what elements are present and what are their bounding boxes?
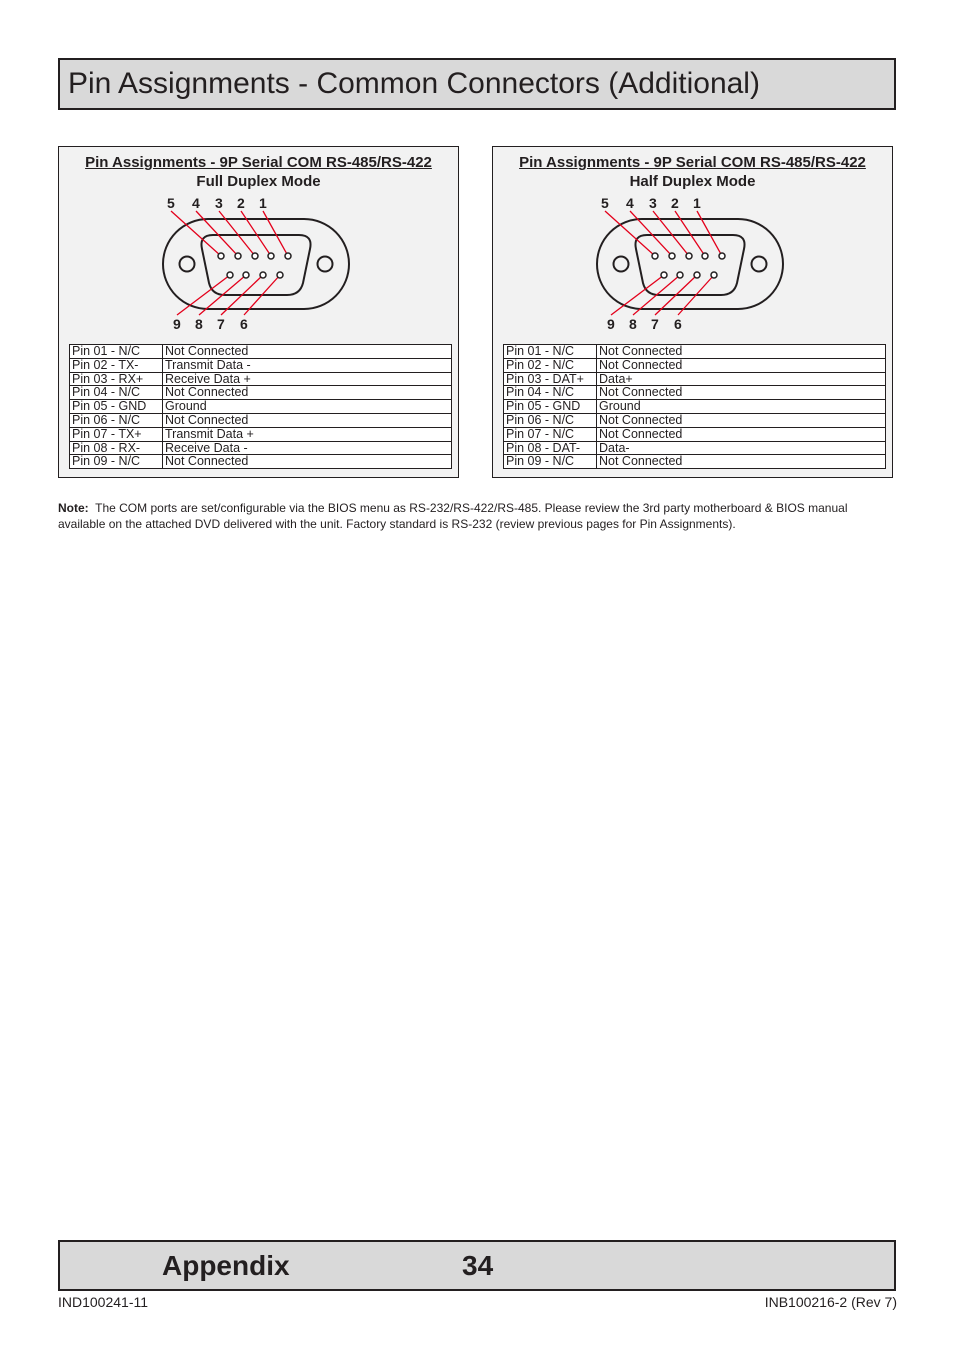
table-row [70, 400, 452, 414]
page-title: Pin Assignments - Common Connectors (Additional) [68, 67, 760, 100]
table-row [70, 413, 452, 427]
table-row [70, 441, 452, 455]
description-cell: Not Connected [163, 455, 452, 469]
pin-hole [260, 272, 266, 278]
pin-number-label: 7 [651, 316, 659, 332]
panel-subtitle: Half Duplex Mode [629, 173, 756, 190]
description-cell: Not Connected [163, 386, 452, 400]
pin-hole [669, 253, 675, 259]
pin-cell: Pin 01 - N/C [70, 345, 163, 359]
pin-number-label: 1 [259, 195, 267, 211]
mounting-hole [614, 257, 629, 272]
pin-number-label: 7 [217, 316, 225, 332]
pin-hole [719, 253, 725, 259]
pin-number-label: 2 [237, 195, 245, 211]
pin-cell: Pin 03 - RX+ [70, 372, 163, 386]
pin-hole [711, 272, 717, 278]
description-cell: Not Connected [597, 427, 886, 441]
pin-hole [677, 272, 683, 278]
description-cell: Data- [597, 441, 886, 455]
mounting-hole [752, 257, 767, 272]
pin-cell: Pin 07 - TX+ [70, 427, 163, 441]
description-cell: Receive Data - [163, 441, 452, 455]
pin-cell: Pin 05 - GND [504, 400, 597, 414]
page-title-bar [58, 58, 896, 110]
table-row [504, 427, 886, 441]
pin-leader-line [605, 211, 655, 256]
pin-cell: Pin 08 - RX- [70, 441, 163, 455]
pin-hole [285, 253, 291, 259]
pin-cell: Pin 08 - DAT- [504, 441, 597, 455]
pin-panel-full-duplex [58, 146, 459, 478]
description-cell: Not Connected [597, 413, 886, 427]
pin-number-label: 9 [607, 316, 615, 332]
pin-number-label: 6 [240, 316, 248, 332]
description-cell: Data+ [597, 372, 886, 386]
table-row [504, 372, 886, 386]
pin-hole [652, 253, 658, 259]
connector-insert [201, 235, 310, 295]
pin-hole [661, 272, 667, 278]
pin-number-label: 5 [167, 195, 175, 211]
description-cell: Transmit Data + [163, 427, 452, 441]
table-row [504, 400, 886, 414]
page-number: 34 [462, 1250, 494, 1281]
pin-hole [235, 253, 241, 259]
pin-hole [694, 272, 700, 278]
description-cell: Ground [163, 400, 452, 414]
pin-table [69, 344, 452, 469]
description-cell: Transmit Data - [163, 358, 452, 372]
pin-cell: Pin 07 - N/C [504, 427, 597, 441]
pin-cell: Pin 09 - N/C [504, 455, 597, 469]
note-label: Note: [58, 501, 89, 515]
note-paragraph [58, 500, 898, 532]
pin-hole [277, 272, 283, 278]
db9-svg [153, 195, 353, 335]
table-row [70, 427, 452, 441]
table-row [70, 372, 452, 386]
pin-cell: Pin 01 - N/C [504, 345, 597, 359]
table-row [504, 386, 886, 400]
pin-hole [686, 253, 692, 259]
db9-connector-diagram [587, 195, 787, 335]
table-row [70, 386, 452, 400]
note-text: The COM ports are set/configurable via the BIOS menu as RS-232/RS-422/RS-485. Please review the 3rd party motherboard & BIOS manual available on the attached DVD delivered with the unit. Factory standard is RS-232 (review previous pages for Pin Assignments). [58, 501, 848, 531]
footer-bar [58, 1240, 896, 1291]
panel-title: Pin Assignments - 9P Serial COM RS-485/RS-422 [85, 154, 432, 171]
db9-connector-diagram [153, 195, 353, 335]
pin-number-label: 2 [671, 195, 679, 211]
panel-heading [59, 153, 458, 191]
table-row [504, 455, 886, 469]
description-cell: Not Connected [597, 386, 886, 400]
table-row [70, 345, 452, 359]
pin-cell: Pin 09 - N/C [70, 455, 163, 469]
description-cell: Not Connected [597, 455, 886, 469]
pin-number-label: 3 [215, 195, 223, 211]
table-row [504, 345, 886, 359]
description-cell: Not Connected [597, 345, 886, 359]
document-code-left: IND100241-11 [58, 1294, 149, 1310]
pin-hole [218, 253, 224, 259]
table-row [70, 455, 452, 469]
pin-number-label: 3 [649, 195, 657, 211]
description-cell: Not Connected [163, 413, 452, 427]
pin-cell: Pin 06 - N/C [504, 413, 597, 427]
pin-leader-line [219, 211, 255, 256]
description-cell: Ground [597, 400, 886, 414]
pin-cell: Pin 06 - N/C [70, 413, 163, 427]
pin-number-label: 4 [626, 195, 634, 211]
pin-cell: Pin 04 - N/C [504, 386, 597, 400]
table-row [504, 358, 886, 372]
pin-leader-line [171, 211, 221, 256]
connector-insert [635, 235, 744, 295]
pin-number-label: 4 [192, 195, 200, 211]
pin-hole [268, 253, 274, 259]
pin-panel-half-duplex [492, 146, 893, 478]
table-row [504, 441, 886, 455]
pin-hole [702, 253, 708, 259]
pin-hole [227, 272, 233, 278]
pin-number-label: 5 [601, 195, 609, 211]
document-code-right: INB100216-2 (Rev 7) [764, 1294, 897, 1310]
mounting-hole [180, 257, 195, 272]
pin-number-label: 8 [629, 316, 637, 332]
pin-table [503, 344, 886, 469]
pin-hole [252, 253, 258, 259]
table-row [70, 358, 452, 372]
pin-number-label: 8 [195, 316, 203, 332]
pin-number-label: 6 [674, 316, 682, 332]
mounting-hole [318, 257, 333, 272]
pin-cell: Pin 02 - TX- [70, 358, 163, 372]
description-cell: Receive Data + [163, 372, 452, 386]
pin-hole [243, 272, 249, 278]
footer-section-title: Appendix [162, 1250, 290, 1281]
pin-number-label: 9 [173, 316, 181, 332]
pin-leader-line [653, 211, 689, 256]
table-row [504, 413, 886, 427]
pin-number-label: 1 [693, 195, 701, 211]
panel-heading [493, 153, 892, 191]
pin-cell: Pin 04 - N/C [70, 386, 163, 400]
pin-cell: Pin 03 - DAT+ [504, 372, 597, 386]
panel-subtitle: Full Duplex Mode [196, 173, 321, 190]
pin-cell: Pin 02 - N/C [504, 358, 597, 372]
description-cell: Not Connected [163, 345, 452, 359]
panel-title: Pin Assignments - 9P Serial COM RS-485/RS-422 [519, 154, 866, 171]
pin-cell: Pin 05 - GND [70, 400, 163, 414]
description-cell: Not Connected [597, 358, 886, 372]
db9-svg [587, 195, 787, 335]
